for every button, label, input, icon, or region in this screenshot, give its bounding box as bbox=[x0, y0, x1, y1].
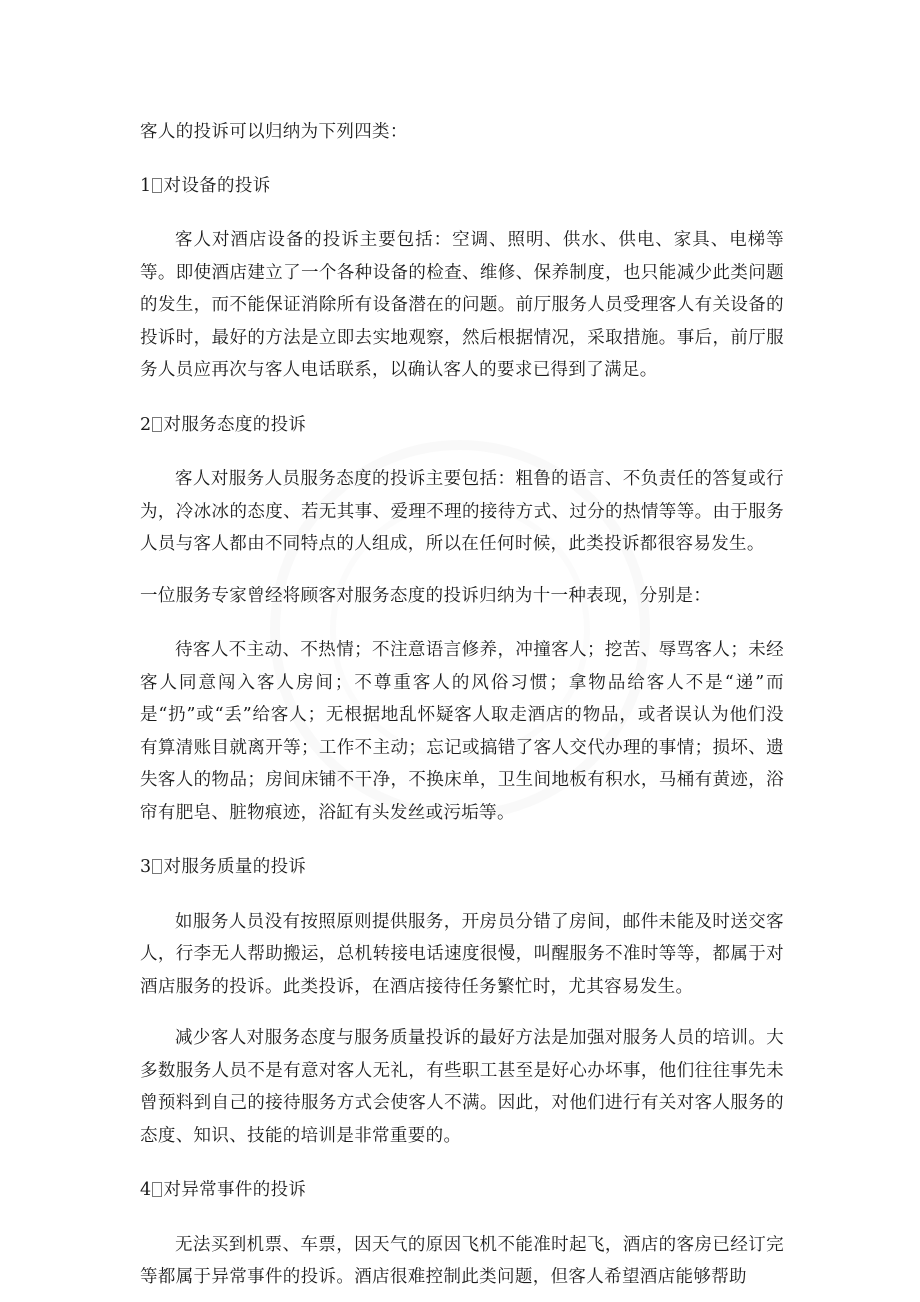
section-2-note: 一位服务专家曾经将顾客对服务态度的投诉归纳为十一种表现，分别是： bbox=[140, 585, 712, 606]
section-3-paragraph-1: 如服务人员没有按照原则提供服务，开房员分错了房间，邮件未能及时送交客人，行李无人帮助搬运，总机转接电话速度很慢，叫醒服务不准时等等，都属于对酒店服务的投诉。此类投诉，在酒店接待任务繁忙时，尤其容易发生。 bbox=[140, 911, 784, 997]
section-title: 对异常事件的投诉 bbox=[163, 1180, 307, 1200]
section-title: 对设备的投诉 bbox=[163, 175, 271, 196]
section-4-heading bbox=[140, 1174, 784, 1207]
section-1-heading bbox=[140, 170, 784, 203]
section-2-note-paragraph: 待客人不主动、不热情；不注意语言修养，冲撞客人；挖苦、辱骂客人；未经客人同意闯入客人房间；不尊重客人的风俗习惯；拿物品给客人不是“递”而是“扔”或“丢”给客人；无根据地乱怀疑客人取走酒店的物品，或者误认为他们没有算清账目就离开等；工作不主动；忘记或搞错了客人交代办理的事情；损坏、遗失客人的物品；房间床铺不干净，不换床单，卫生间地板有积水，马桶有黄迹，浴帘有肥皂、脏物痕迹，浴缸有头发丝或污垢等。 bbox=[140, 640, 784, 823]
document-body bbox=[140, 116, 784, 1294]
section-4-paragraph-1: 无法买到机票、车票，因天气的原因飞机不能准时起飞，酒店的客房已经订完等都属于异常事件的投诉。酒店很难控制此类问题，但客人希望酒店能够帮助 bbox=[140, 1234, 784, 1287]
missing-glyph-box-icon bbox=[152, 178, 162, 193]
intro-line: 客人的投诉可以归纳为下列四类： bbox=[140, 122, 408, 142]
missing-glyph-box-icon bbox=[152, 417, 162, 432]
section-2-heading bbox=[140, 409, 784, 442]
section-title: 对服务态度的投诉 bbox=[163, 414, 307, 435]
section-number: 2 bbox=[140, 414, 152, 435]
section-1-paragraph-1: 客人对酒店设备的投诉主要包括：空调、照明、供水、供电、家具、电梯等等。即使酒店建立了一个各种设备的检查、维修、保养制度，也只能减少此类问题的发生，而不能保证消除所有设备潜在的问题。前厅服务人员受理客人有关设备的投诉时，最好的方法是立即去实地观察，然后根据情况，采取措施。事后，前厅服务人员应再次与客人电话联系，以确认客人的要求已得到了满足。 bbox=[140, 230, 784, 380]
section-3-paragraph-2: 减少客人对服务态度与服务质量投诉的最好方法是加强对服务人员的培训。大多数服务人员不是有意对客人无礼，有些职工甚至是好心办坏事，他们往往事先未曾预料到自己的接待服务方式会使客人不满。因此，对他们进行有关对客人服务的态度、知识、技能的培训是非常重要的。 bbox=[140, 1028, 784, 1146]
section-title: 对服务质量的投诉 bbox=[163, 857, 307, 877]
section-3-heading bbox=[140, 851, 784, 884]
section-number: 4 bbox=[140, 1180, 152, 1200]
section-2-paragraph-1: 客人对服务人员服务态度的投诉主要包括：粗鲁的语言、不负责任的答复或行为，冷冰冰的态度、若无其事、爱理不理的接待方式、过分的热情等等。由于服务人员与客人都由不同特点的人组成，所以在任何时候，此类投诉都很容易发生。 bbox=[140, 469, 784, 554]
section-number: 3 bbox=[140, 857, 152, 877]
missing-glyph-box-icon bbox=[152, 1182, 162, 1197]
section-number: 1 bbox=[140, 175, 152, 196]
missing-glyph-box-icon bbox=[152, 859, 162, 874]
